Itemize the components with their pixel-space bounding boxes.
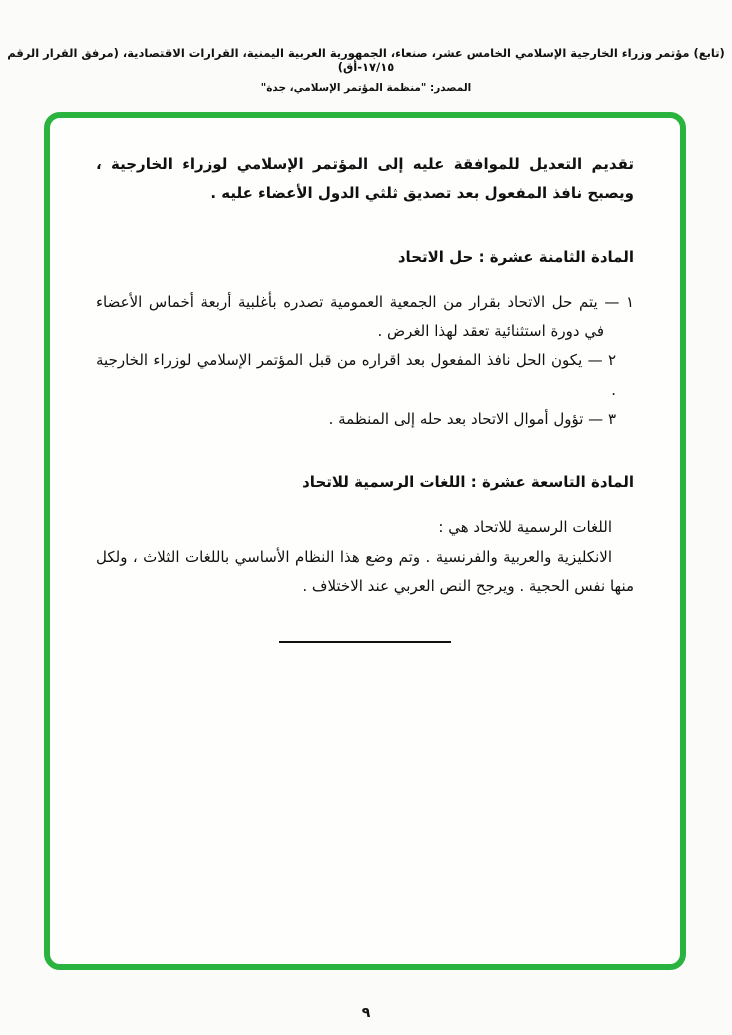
article-18-item-2: ٢ — يكون الحل نافذ المفعول بعد اقراره من قبل المؤتمر الإسلامي لوزراء الخارجية . bbox=[96, 351, 616, 399]
document-body bbox=[50, 118, 680, 643]
article-19-heading: المادة التاسعة عشرة : اللغات الرسمية للاتحاد bbox=[302, 473, 634, 491]
header-publisher-line: المصدر: "منظمة المؤتمر الإسلامي، جدة" bbox=[260, 82, 472, 94]
article-18-heading: المادة الثامنة عشرة : حل الاتحاد bbox=[397, 247, 634, 266]
section-divider-line bbox=[279, 641, 451, 643]
article-18-item-3: ٣ — تؤول أموال الاتحاد بعد حله إلى المنظمة . bbox=[328, 409, 616, 428]
languages-intro-line: اللغات الرسمية للاتحاد هي : bbox=[438, 518, 612, 537]
article-18-items bbox=[96, 288, 634, 434]
intro-paragraph: تقديم التعديل للموافقة عليه إلى المؤتمر الإسلامي لوزراء الخارجية ، ويصبح نافذ المفعول بعد تصديق ثلثي الدول الأعضاء عليه . bbox=[96, 155, 634, 203]
page-number: ٩ bbox=[361, 1005, 371, 1021]
document-header bbox=[0, 46, 732, 94]
green-border-frame bbox=[44, 112, 686, 970]
article-18-item-1: ١ — يتم حل الاتحاد بقرار من الجمعية العمومية تصدره بأغلبية أربعة أخماس الأعضاء في دورة استثنائية تعقد لهذا الغرض . bbox=[96, 292, 634, 340]
header-source-line: (تابع) مؤتمر وزراء الخارجية الإسلامي الخامس عشر، صنعاء، الجمهورية العربية اليمنية، القرارات الاقتصادية، (مرفق القرار الرقم ١٧/١٥-أق) bbox=[7, 46, 725, 74]
languages-paragraph: الانكليزية والعربية والفرنسية . وتم وضع هذا النظام الأساسي باللغات الثلاث ، ولكل منها نفس الحجية . ويرجح النص العربي عند الاختلاف . bbox=[96, 547, 634, 595]
